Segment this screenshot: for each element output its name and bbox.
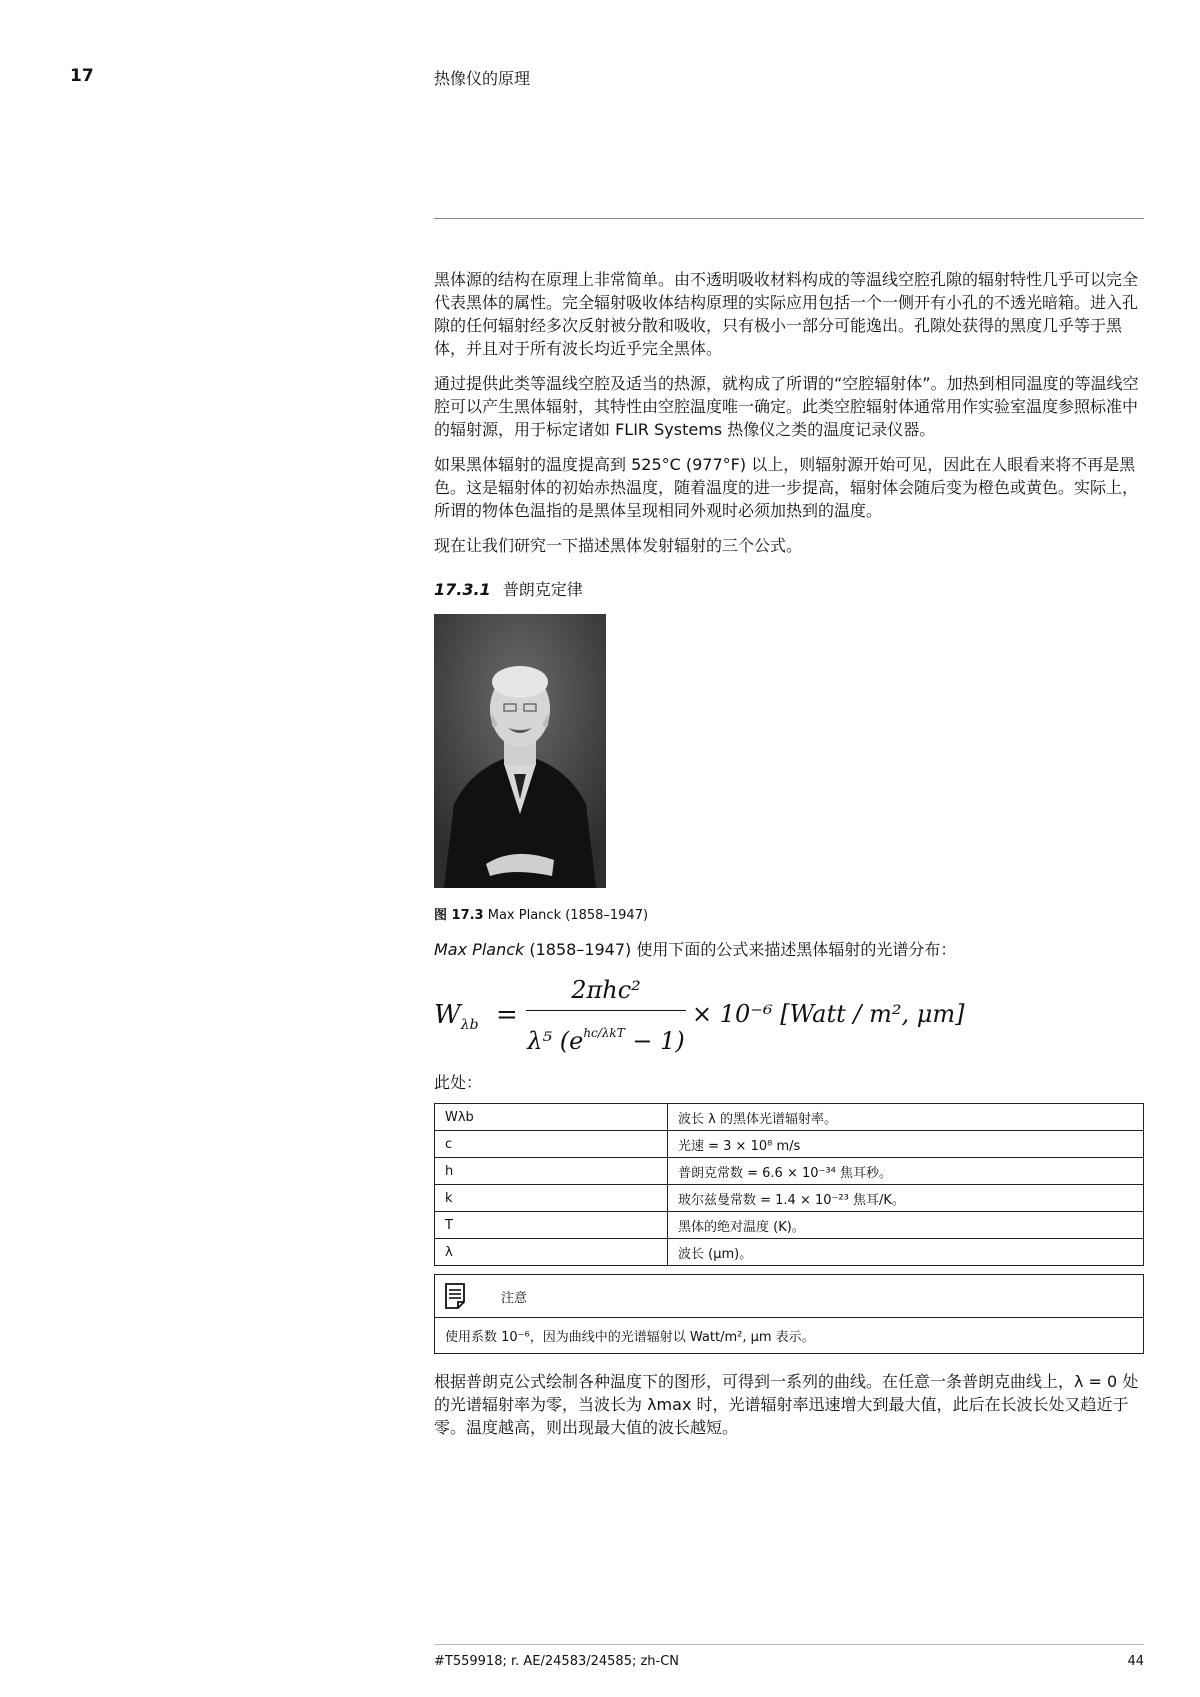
figure-caption-text: Max Planck (1858–1947) — [487, 908, 649, 923]
note-text: 使用系数 10⁻⁶，因为曲线中的光谱辐射以 Watt/m², μm 表示。 — [445, 1330, 815, 1345]
chapter-title: 热像仪的原理 — [434, 69, 531, 88]
variables-table — [434, 1103, 1144, 1266]
variable-description: 波长 (μm)。 — [668, 1239, 1144, 1266]
planck-formula — [434, 972, 1144, 1060]
table-row — [435, 1131, 1144, 1158]
section-heading — [434, 577, 1144, 600]
formula-exponent: hc/λkT — [583, 1026, 625, 1040]
formula-denominator — [526, 1013, 686, 1061]
table-row — [435, 1185, 1144, 1212]
table-row — [435, 1239, 1144, 1266]
footer-divider — [434, 1644, 1144, 1645]
figure-caption — [434, 904, 1144, 923]
note-title: 注意 — [501, 1290, 528, 1306]
formula-fraction-bar — [526, 1010, 686, 1011]
chapter-number: 17 — [70, 66, 94, 86]
note-header — [435, 1275, 1143, 1318]
variable-symbol: T — [435, 1212, 668, 1239]
variable-symbol: k — [435, 1185, 668, 1212]
paragraph-cavity-radiator: 通过提供此类等温线空腔及适当的热源，就构成了所谓的“空腔辐射体”。加热到相同温度的等温线空腔可以产生黑体辐射，其特性由空腔温度唯一确定。此类空腔辐射体通常用作实验室温度参照标准中的辐射源，用于标定诸如 FLIR Systems 热像仪之类的温度记录仪器。 — [434, 374, 1139, 439]
table-row — [435, 1158, 1144, 1185]
document-code: #T559918; r. AE/24583/24585; zh-CN — [434, 1654, 680, 1669]
formula-rhs: × 10⁻⁶ [Watt / m², μm] — [692, 1000, 965, 1028]
formula-intro — [434, 937, 1144, 960]
variable-description: 波长 λ 的黑体光谱辐射率。 — [668, 1104, 1144, 1131]
formula-numerator: 2πhc² — [571, 976, 641, 1004]
table-row — [435, 1104, 1144, 1131]
formula-fraction — [526, 972, 686, 1061]
figure-label: 图 17.3 — [434, 908, 484, 923]
formula-lhs-subscript: λb — [460, 1017, 479, 1034]
formula-denominator-base: λ⁵ (e — [527, 1027, 584, 1055]
paragraph-planck-curves: 根据普朗克公式绘制各种温度下的图形，可得到一系列的曲线。在任意一条普朗克曲线上，λ = 0 处的光谱辐射率为零，当波长为 λmax 时，光谱辐射率迅速增大到最大值，此后在长波长处又趋近于零。温度越高，则出现最大值的波长越短。 — [434, 1372, 1139, 1437]
note-box — [434, 1274, 1144, 1354]
note-icon — [445, 1283, 465, 1309]
variable-symbol: c — [435, 1131, 668, 1158]
header-divider — [434, 218, 1144, 219]
variable-symbol: Wλb — [435, 1104, 668, 1131]
paragraph-three-formulas: 现在让我们研究一下描述黑体发射辐射的三个公式。 — [434, 536, 803, 555]
page-number: 44 — [1127, 1654, 1144, 1669]
formula-equals: = — [496, 1000, 518, 1030]
formula-denominator-tail: − 1) — [624, 1027, 685, 1055]
main-content — [434, 268, 1144, 1451]
variable-description: 玻尔兹曼常数 = 1.4 × 10⁻²³ 焦耳/K。 — [668, 1185, 1144, 1212]
variable-description: 光速 = 3 × 10⁸ m/s — [668, 1131, 1144, 1158]
table-row — [435, 1212, 1144, 1239]
variable-symbol: h — [435, 1158, 668, 1185]
variable-symbol: λ — [435, 1239, 668, 1266]
section-number: 17.3.1 — [434, 580, 491, 599]
intro-text: (1858–1947) 使用下面的公式来描述黑体辐射的光谱分布： — [524, 940, 957, 959]
paragraph-blackbody-structure: 黑体源的结构在原理上非常简单。由不透明吸收材料构成的等温线空腔孔隙的辐射特性几乎可以完全代表黑体的属性。完全辐射吸收体结构原理的实际应用包括一个一侧开有小孔的不透光暗箱。进入孔隙的任何辐射经多次反射被分散和吸收，只有极小一部分可能逸出。孔隙处获得的黑度几乎等于黑体，并且对于所有波长均近乎完全黑体。 — [434, 270, 1139, 358]
max-planck-portrait — [434, 614, 606, 888]
intro-name: Max Planck — [434, 940, 525, 959]
variable-description: 黑体的绝对温度 (K)。 — [668, 1212, 1144, 1239]
variable-description: 普朗克常数 = 6.6 × 10⁻³⁴ 焦耳秒。 — [668, 1158, 1144, 1185]
where-label: 此处： — [434, 1073, 483, 1092]
portrait-image — [434, 614, 606, 888]
formula-lhs-symbol: W — [434, 1000, 461, 1030]
formula-lhs — [434, 1000, 479, 1033]
paragraph-temperature-color: 如果黑体辐射的温度提高到 525°C (977°F) 以上，则辐射源开始可见，因此在人眼看来将不再是黑色。这是辐射体的初始赤热温度，随着温度的进一步提高，辐射体会随后变为橙色或黄色。实际上，所谓的物体色温指的是黑体呈现相同外观时必须加热到的温度。 — [434, 455, 1139, 520]
section-title: 普朗克定律 — [502, 580, 583, 599]
